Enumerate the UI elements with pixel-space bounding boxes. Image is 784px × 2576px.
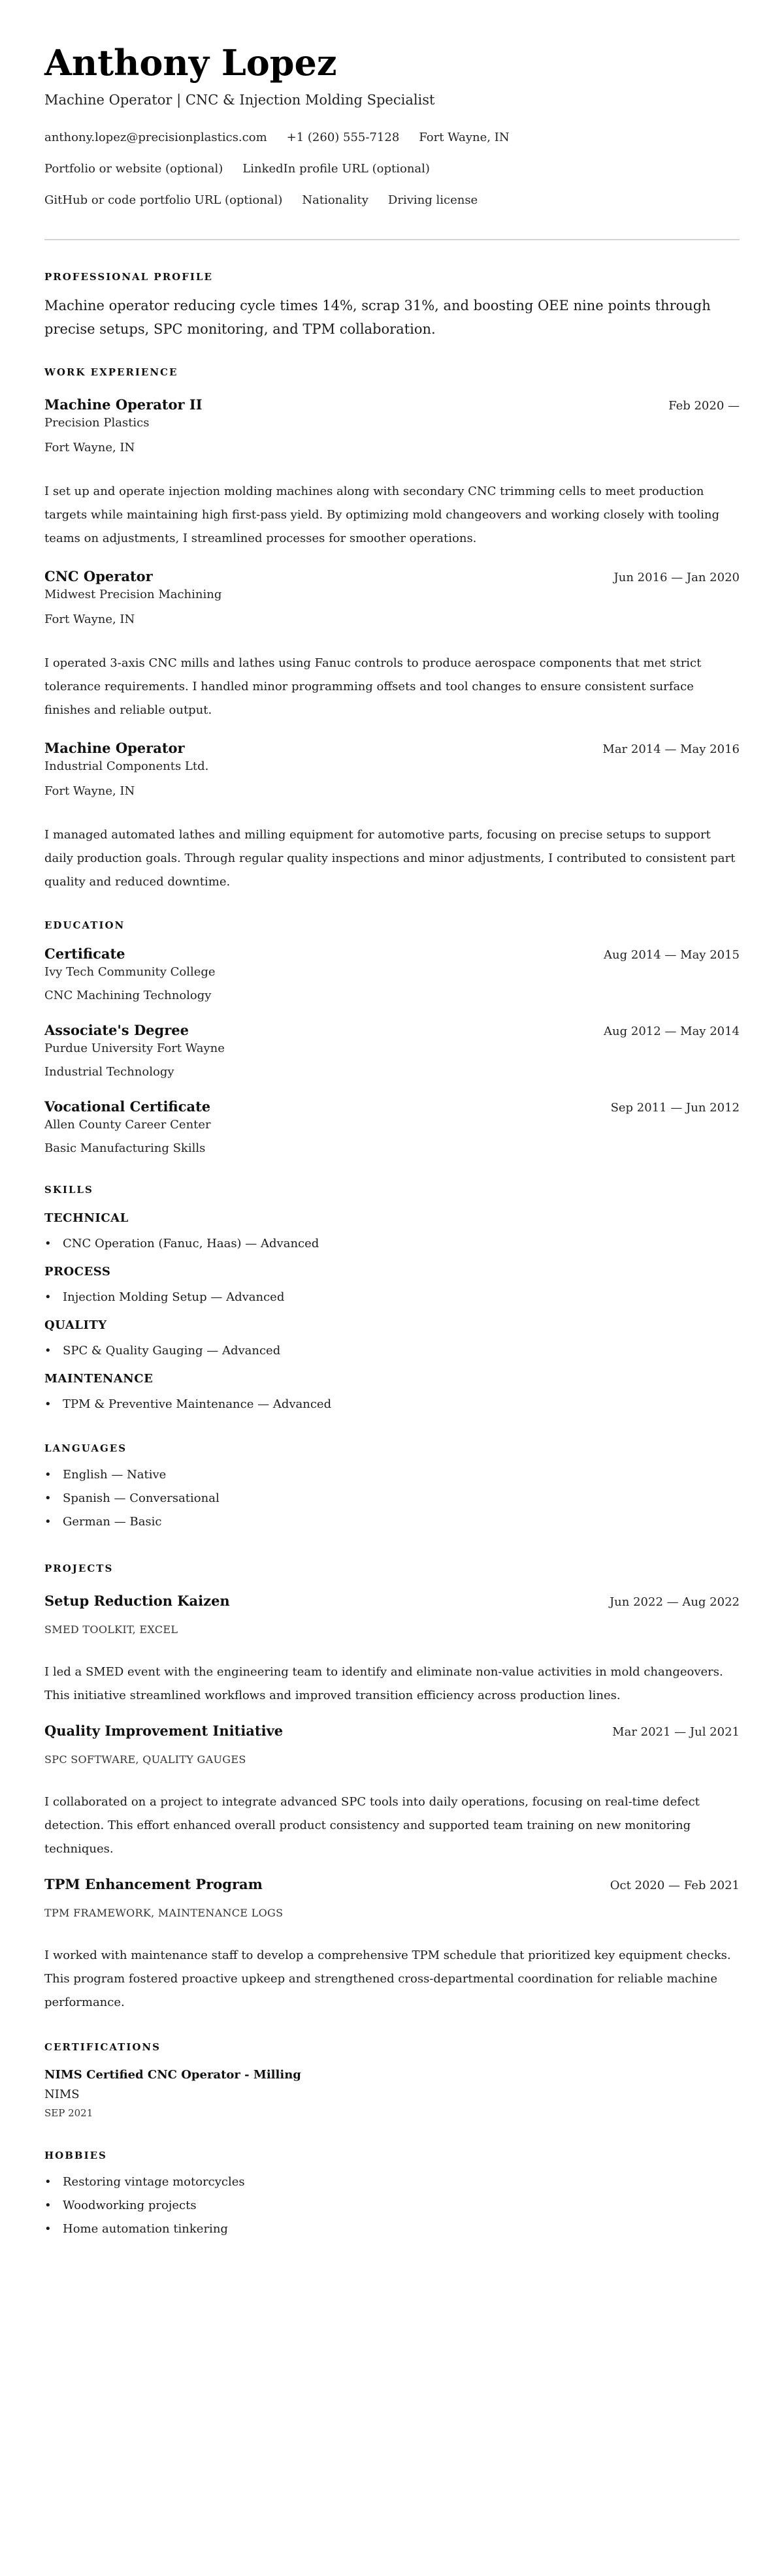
contact-location: Fort Wayne, IN [419,131,510,144]
job-location: Fort Wayne, IN [44,784,135,798]
section-title-skills: SKILLS [44,1184,93,1196]
degree-title: Vocational Certificate [44,1098,211,1115]
language-list [44,1467,740,1531]
section-title-profile: PROFESSIONAL PROFILE [44,271,213,283]
project-tech: TPM FRAMEWORK, MAINTENANCE LOGS [44,1907,284,1919]
project-dates: Oct 2020 — Feb 2021 [610,1879,740,1892]
skill-category: MAINTENANCE [44,1372,154,1386]
job-title: CNC Operator [44,568,153,584]
project-description: I worked with maintenance staff to develop a comprehensive TPM schedule that prioritized key equipment checks. This program fostered proactive upkeep and strengthened cross-departmental coordination for reliable machine performance. [44,1948,731,2009]
hobby-item: • Home automation tinkering [44,2221,740,2238]
skill-group [44,1318,740,1360]
project-tech: SPC SOFTWARE, QUALITY GAUGES [44,1753,246,1766]
skill-item: • Injection Molding Setup — Advanced [44,1289,740,1306]
skill-group [44,1371,740,1413]
field-of-study: Industrial Technology [44,1065,174,1079]
education-entry [44,1021,740,1081]
experience-entry [44,396,740,550]
job-company: Industrial Components Ltd. [44,759,209,773]
job-location: Fort Wayne, IN [44,441,135,454]
education-entry [44,945,740,1004]
skill-category: PROCESS [44,1265,111,1279]
header-divider [44,239,740,240]
school-name: Allen County Career Center [44,1118,211,1132]
education-dates: Aug 2014 — May 2015 [604,948,740,962]
experience-entry [44,567,740,722]
job-title: Machine Operator II [44,396,203,413]
job-company: Precision Plastics [44,416,150,430]
degree-title: Certificate [44,946,125,962]
project-entry [44,1875,740,2014]
job-title: Machine Operator [44,740,185,756]
contact-github[interactable]: GitHub or code portfolio URL (optional) [44,193,283,207]
job-dates: Jun 2016 — Jan 2020 [613,571,740,584]
resume-header [44,39,740,240]
project-description: I collaborated on a project to integrate advanced SPC tools into daily operations, focusing on real-time defect detection. This effort enhanced overall product consistency and supported team training on new monitoring techniques. [44,1795,700,1856]
contact-driving-license: Driving license [387,193,478,207]
job-dates: Feb 2020 — [668,399,740,413]
section-title-languages: LANGUAGES [44,1442,127,1454]
school-name: Ivy Tech Community College [44,965,216,979]
school-name: Purdue University Fort Wayne [44,1042,225,1055]
section-certifications [44,2041,740,2120]
job-description: I managed automated lathes and milling equipment for automotive parts, focusing on precise setups to support daily production goals. Through regular quality inspections and minor adjustments, I contributed to consistent part quality and reduced downtime. [44,828,736,889]
contact-row-links [44,161,740,178]
job-company: Midwest Precision Machining [44,588,222,601]
skill-category: TECHNICAL [44,1211,129,1225]
project-dates: Jun 2022 — Aug 2022 [609,1595,740,1609]
section-experience [44,366,740,894]
contact-email[interactable]: anthony.lopez@precisionplastics.com [44,131,267,144]
hobby-list [44,2174,740,2238]
section-title-education: EDUCATION [44,919,125,931]
contact-nationality: Nationality [302,193,368,207]
project-name: Quality Improvement Initiative [44,1723,284,1739]
hobby-item: • Woodworking projects [44,2197,740,2214]
project-dates: Mar 2021 — Jul 2021 [612,1725,740,1739]
skill-list [44,1289,740,1306]
education-dates: Aug 2012 — May 2014 [604,1025,740,1038]
skill-group [44,1211,740,1252]
skill-item: • TPM & Preventive Maintenance — Advanced [44,1396,740,1413]
language-item: • English — Native [44,1467,740,1484]
section-title-certifications: CERTIFICATIONS [44,2041,161,2053]
section-title-experience: WORK EXPERIENCE [44,366,178,378]
skill-list [44,1396,740,1413]
project-entry [44,1722,740,1861]
section-title-projects: PROJECTS [44,1563,114,1574]
certification-issuer: NIMS [44,2088,80,2101]
education-dates: Sep 2011 — Jun 2012 [610,1101,740,1115]
project-description: I led a SMED event with the engineering team to identify and eliminate non-value activities in mold changeovers. This initiative streamlined workflows and improved transition efficiency across production lines. [44,1665,723,1702]
field-of-study: Basic Manufacturing Skills [44,1141,206,1155]
language-item: • Spanish — Conversational [44,1490,740,1507]
contact-row-primary [44,129,740,146]
section-profile [44,270,740,341]
education-entry [44,1098,740,1157]
job-description: I operated 3-axis CNC mills and lathes using Fanuc controls to produce aerospace components that met strict tolerance requirements. I handled minor programming offsets and tool changes to ensure consistent surface finishes and reliable output. [44,656,702,717]
project-name: TPM Enhancement Program [44,1876,263,1892]
project-name: Setup Reduction Kaizen [44,1593,230,1609]
certification-name: NIMS Certified CNC Operator - Milling [44,2068,301,2082]
section-education [44,919,740,1157]
job-location: Fort Wayne, IN [44,612,135,626]
certification-date: SEP 2021 [44,2107,93,2119]
project-entry [44,1592,740,1708]
section-projects [44,1562,740,2014]
section-languages [44,1442,740,1531]
degree-title: Associate's Degree [44,1022,189,1038]
language-item: • German — Basic [44,1514,740,1531]
contact-phone[interactable]: +1 (260) 555-7128 [286,131,400,144]
contact-row-extra [44,192,740,209]
contact-linkedin[interactable]: LinkedIn profile URL (optional) [242,162,430,176]
skill-group [44,1264,740,1306]
skill-category: QUALITY [44,1318,107,1332]
skill-list [44,1235,740,1252]
skill-item: • CNC Operation (Fanuc, Haas) — Advanced [44,1235,740,1252]
section-skills [44,1183,740,1413]
field-of-study: CNC Machining Technology [44,989,212,1002]
job-description: I set up and operate injection molding machines along with secondary CNC trimming cells to meet production targets while maintaining high first-pass yield. By optimizing mold changeovers and working closely with tooling teams on adjustments, I streamlined processes for smoother operations. [44,485,720,545]
skill-item: • SPC & Quality Gauging — Advanced [44,1343,740,1360]
hobby-item: • Restoring vintage motorcycles [44,2174,740,2191]
section-hobbies [44,2149,740,2238]
job-dates: Mar 2014 — May 2016 [602,742,740,756]
contact-portfolio[interactable]: Portfolio or website (optional) [44,162,223,176]
experience-entry [44,739,740,894]
candidate-headline: Machine Operator | CNC & Injection Molding Specialist [44,92,435,108]
profile-summary: Machine operator reducing cycle times 14%, scrap 31%, and boosting OEE nine points through precise setups, SPC monitoring, and TPM collaboration. [44,298,711,337]
skill-list [44,1343,740,1360]
certification-entry [44,2067,740,2120]
section-title-hobbies: HOBBIES [44,2150,107,2161]
candidate-name: Anthony Lopez [44,42,337,84]
project-tech: SMED TOOLKIT, EXCEL [44,1623,178,1636]
